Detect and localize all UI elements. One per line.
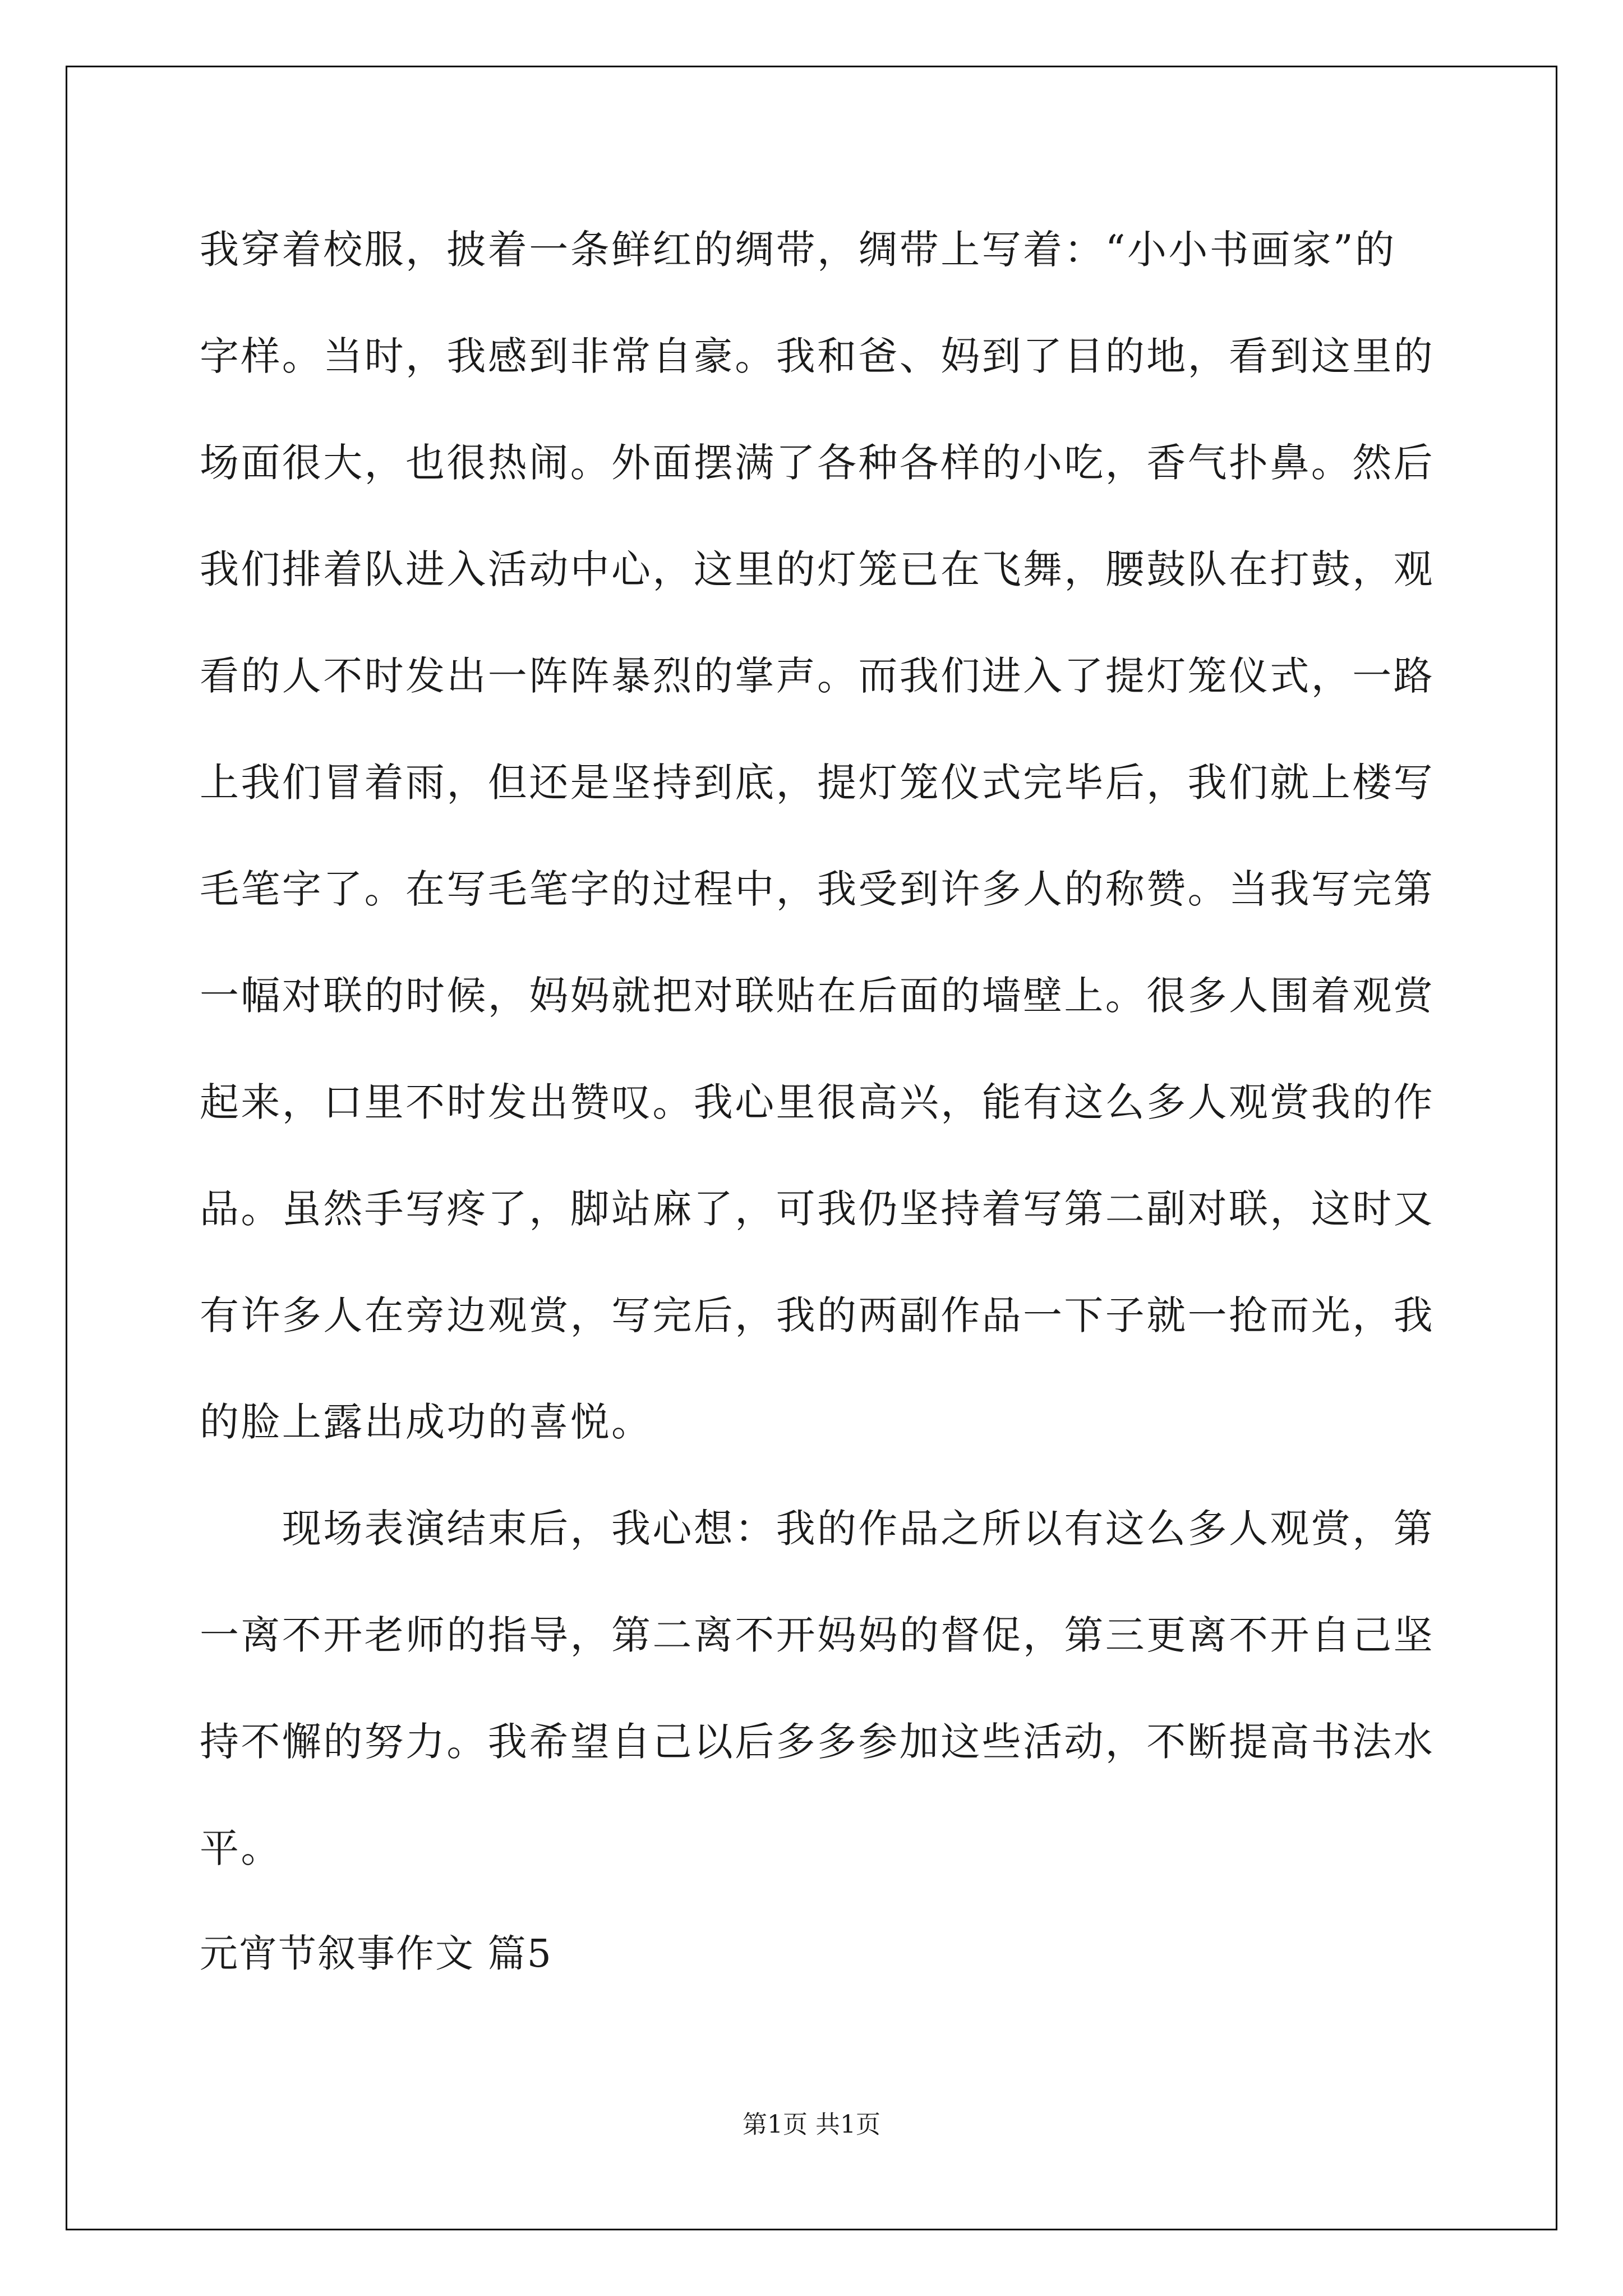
text-line: 起来，口里不时发出赞叹。我心里很高兴，能有这么多人观赏我的作: [200, 1079, 1435, 1125]
page-border: [66, 66, 1557, 2230]
text-line: 上我们冒着雨，但还是坚持到底，提灯笼仪式完毕后，我们就上楼写: [200, 760, 1435, 806]
text-line: 平。: [200, 1825, 282, 1871]
text-line: 我穿着校服，披着一条鲜红的绸带，绸带上写着：“小小书画家”的: [200, 227, 1396, 273]
text-line: 一离不开老师的指导，第二离不开妈妈的督促，第三更离不开自己坚: [200, 1612, 1435, 1658]
text-line: 的脸上露出成功的喜悦。: [200, 1399, 653, 1445]
page-number-footer: 第1页 共1页: [743, 2110, 880, 2139]
text-line: 我们排着队进入活动中心，这里的灯笼已在飞舞，腰鼓队在打鼓，观: [200, 546, 1435, 592]
text-line: 场面很大，也很热闹。外面摆满了各种各样的小吃，香气扑鼻。然后: [200, 440, 1435, 486]
text-line: 毛笔字了。在写毛笔字的过程中，我受到许多人的称赞。当我写完第: [200, 866, 1435, 912]
text-line: 持不懈的努力。我希望自己以后多多参加这些活动，不断提高书法水: [200, 1719, 1435, 1765]
text-line: 现场表演结束后，我心想：我的作品之所以有这么多人观赏，第: [200, 1506, 1435, 1552]
text-line: 看的人不时发出一阵阵暴烈的掌声。而我们进入了提灯笼仪式，一路: [200, 653, 1435, 699]
text-line: 品。虽然手写疼了，脚站麻了，可我仍坚持着写第二副对联，这时又: [200, 1186, 1435, 1232]
text-line: 一幅对联的时候，妈妈就把对联贴在后面的墙壁上。很多人围着观赏: [200, 973, 1435, 1019]
section-heading: 元宵节叙事作文 篇5: [200, 1932, 552, 1976]
text-line: 有许多人在旁边观赏，写完后，我的两副作品一下子就一抢而光，我: [200, 1292, 1435, 1338]
text-line: 字样。当时，我感到非常自豪。我和爸、妈到了目的地，看到这里的: [200, 333, 1435, 379]
